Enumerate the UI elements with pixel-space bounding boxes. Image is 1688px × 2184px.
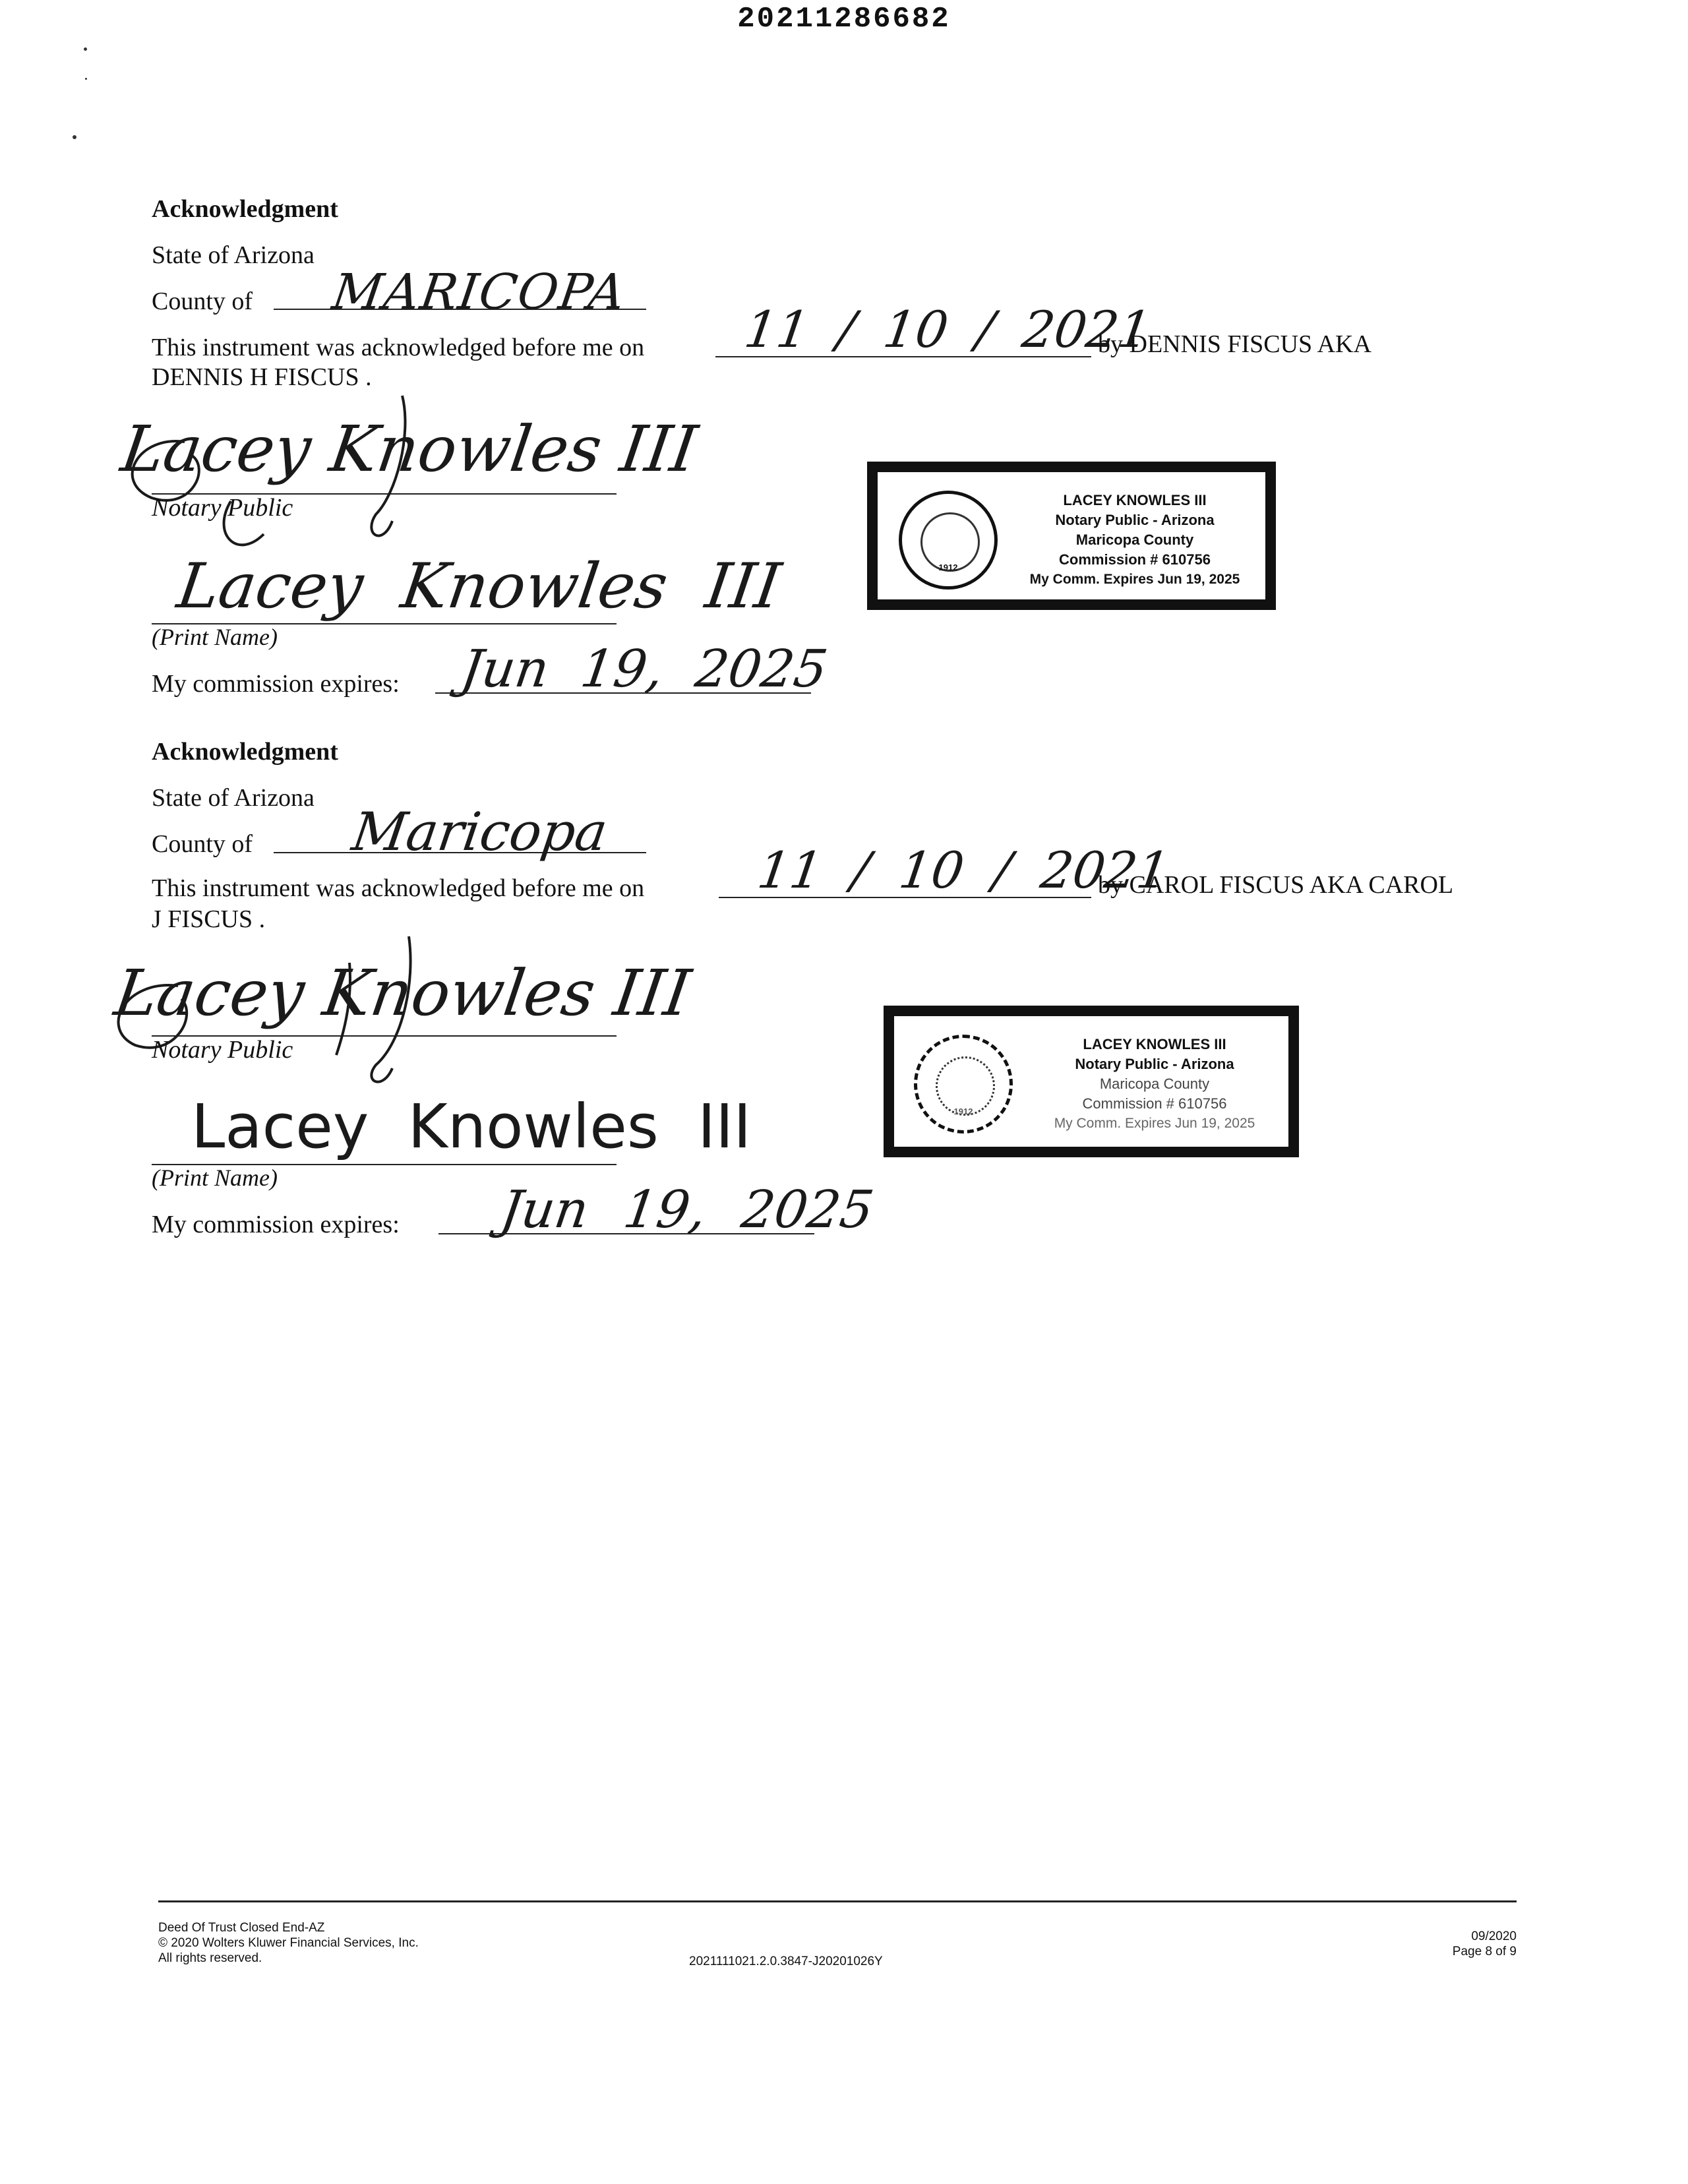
footer-rule bbox=[158, 1900, 1517, 1902]
notary-signature: Lacey Knowles III bbox=[117, 412, 702, 486]
stamp-expires: My Comm. Expires Jun 19, 2025 bbox=[1054, 1116, 1255, 1131]
print-name-label: (Print Name) bbox=[152, 624, 278, 650]
instrument-text: This instrument was acknowledged before me on bbox=[152, 874, 645, 902]
stamp-title: Notary Public - Arizona bbox=[1075, 1056, 1234, 1072]
footer-version: 09/2020 bbox=[1471, 1929, 1517, 1943]
state-line: State of Arizona bbox=[152, 241, 315, 269]
footer-left bbox=[158, 1920, 419, 1966]
notary-stamp bbox=[884, 1006, 1299, 1157]
footer-right bbox=[1385, 1929, 1517, 1959]
print-name-handwritten: Lacey Knowles III bbox=[191, 1091, 752, 1162]
acknowledged-by-continued: J FISCUS . bbox=[152, 905, 266, 933]
stamp-title: Notary Public - Arizona bbox=[1055, 512, 1215, 528]
print-name-handwritten: Lacey Knowles III bbox=[173, 551, 785, 622]
stamp-name: LACEY KNOWLES III bbox=[1083, 1036, 1226, 1052]
state-line: State of Arizona bbox=[152, 784, 315, 812]
print-name-label: (Print Name) bbox=[152, 1165, 278, 1191]
expires-handwritten: Jun 19, 2025 bbox=[497, 1180, 878, 1240]
instrument-text: This instrument was acknowledged before me on bbox=[152, 334, 645, 361]
footer-form-code: 2021111021.2.0.3847-J20201026Y bbox=[689, 1955, 883, 1968]
county-handwritten: Maricopa bbox=[348, 801, 611, 863]
stamp-county: Maricopa County bbox=[1099, 1076, 1210, 1092]
state-seal-icon bbox=[899, 491, 998, 590]
stamp-commission: Commission # 610756 bbox=[1082, 1095, 1227, 1112]
notary-public-label: Notary Public bbox=[152, 1036, 293, 1064]
scan-speck bbox=[85, 78, 87, 80]
scan-speck bbox=[73, 135, 76, 139]
date-handwritten: 11 / 10 / 2021 bbox=[754, 841, 1173, 899]
acknowledgment-heading: Acknowledgment bbox=[152, 195, 338, 223]
commission-expires-label: My commission expires: bbox=[152, 670, 400, 698]
seal-year: 1912 bbox=[938, 562, 958, 572]
stamp-expires: My Comm. Expires Jun 19, 2025 bbox=[1029, 572, 1240, 587]
stamp-name: LACEY KNOWLES III bbox=[1063, 492, 1207, 508]
document-id: 20211286682 bbox=[737, 3, 951, 36]
expires-handwritten: Jun 19, 2025 bbox=[457, 640, 831, 699]
footer-page-number: Page 8 of 9 bbox=[1452, 1945, 1517, 1958]
seal-year: 1912 bbox=[953, 1107, 973, 1116]
stamp-county: Maricopa County bbox=[1075, 531, 1194, 548]
footer-form-title: Deed Of Trust Closed End-AZ bbox=[158, 1921, 325, 1935]
notary-signature: Lacey Knowles III bbox=[110, 956, 695, 1030]
notary-public-label: Notary Public bbox=[152, 494, 293, 522]
acknowledged-by-continued: DENNIS H FISCUS . bbox=[152, 363, 372, 391]
notary-stamp bbox=[867, 462, 1276, 610]
acknowledgment-heading: Acknowledgment bbox=[152, 738, 338, 766]
acknowledged-by: by CAROL FISCUS AKA CAROL bbox=[1098, 871, 1454, 899]
county-label: County of bbox=[152, 830, 253, 858]
date-handwritten: 11 / 10 / 2021 bbox=[740, 300, 1155, 359]
county-label: County of bbox=[152, 288, 253, 315]
county-handwritten: MARICOPA bbox=[328, 264, 630, 320]
commission-expires-label: My commission expires: bbox=[152, 1211, 400, 1238]
stamp-commission: Commission # 610756 bbox=[1059, 551, 1211, 568]
footer-copyright: © 2020 Wolters Kluwer Financial Services, Inc. bbox=[158, 1936, 419, 1950]
state-seal-icon bbox=[914, 1035, 1013, 1134]
scan-speck bbox=[84, 47, 87, 51]
footer-rights: All rights reserved. bbox=[158, 1951, 262, 1965]
acknowledged-by: by DENNIS FISCUS AKA bbox=[1098, 330, 1372, 358]
